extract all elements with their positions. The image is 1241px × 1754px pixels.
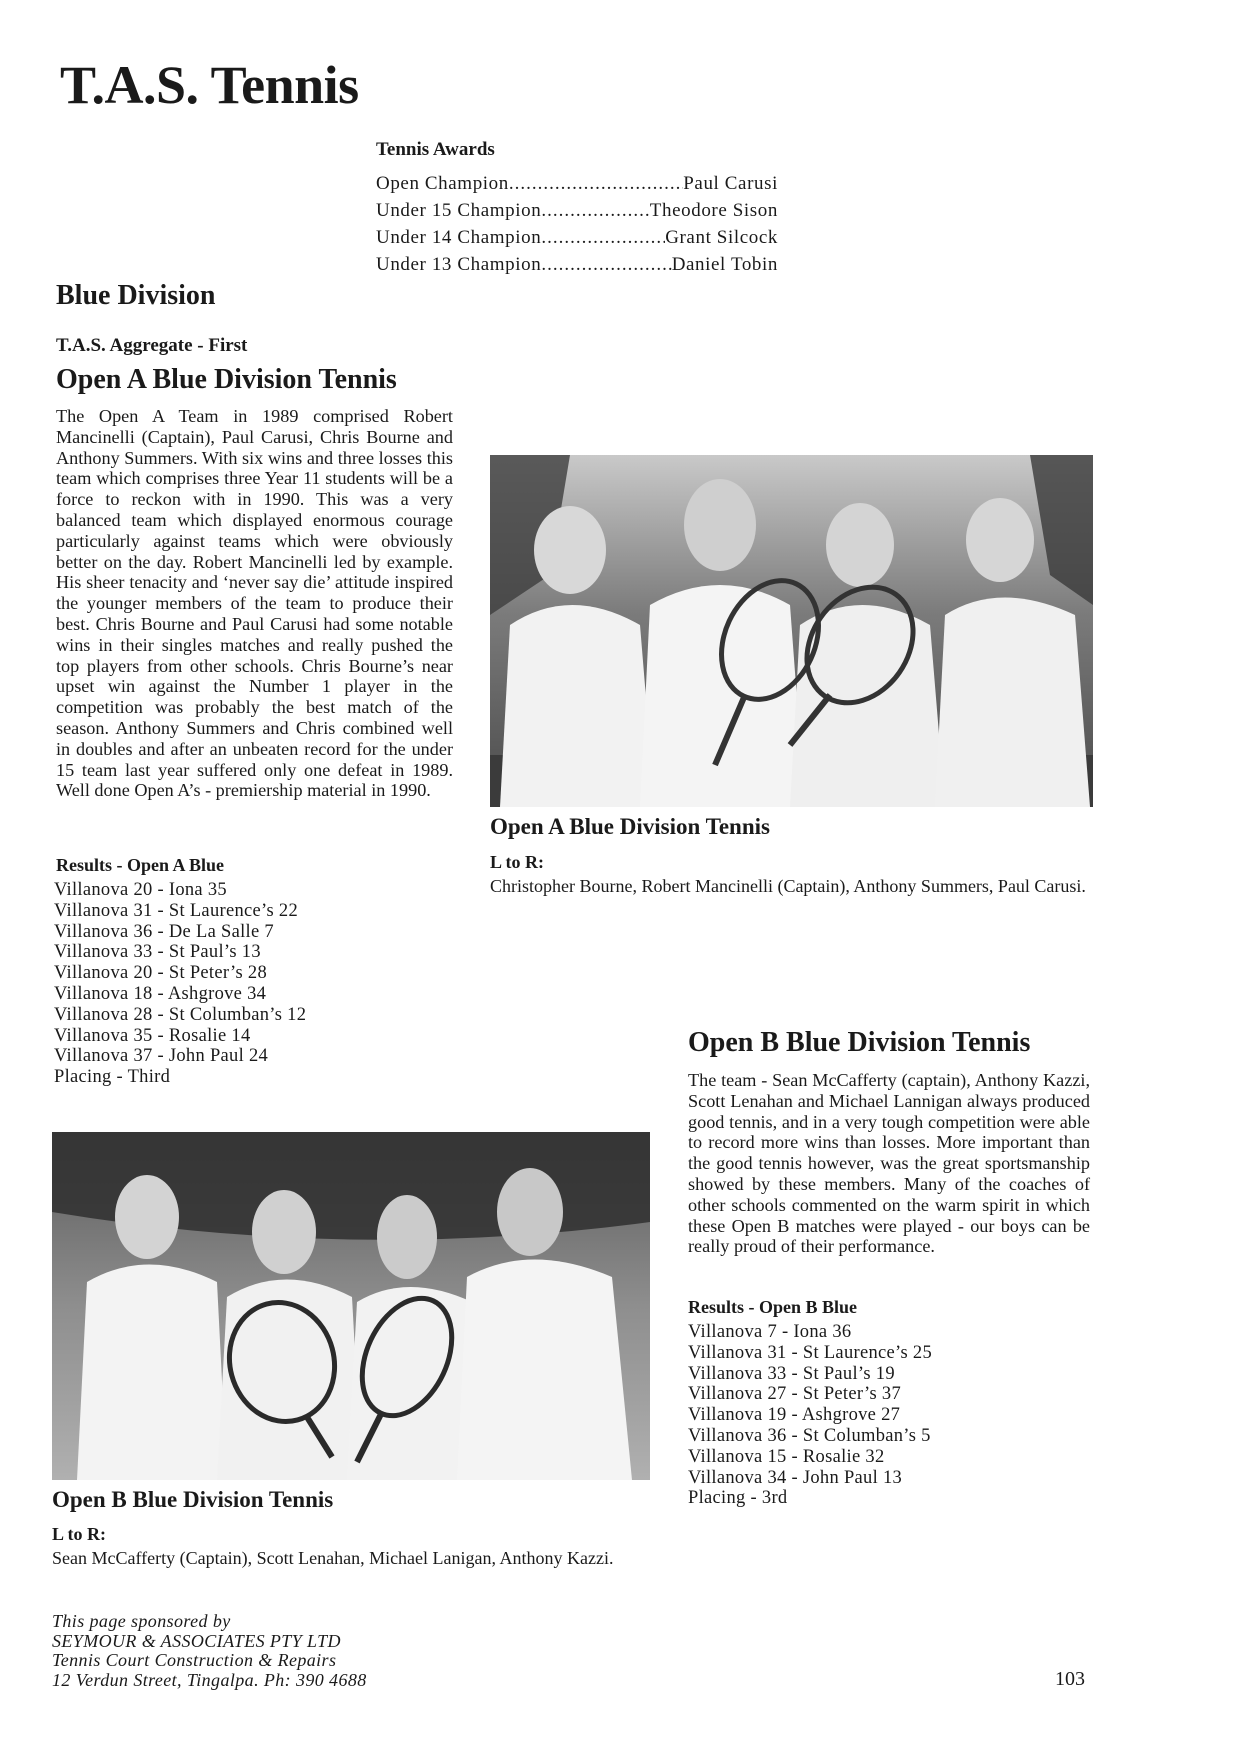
page-number: 103 — [1055, 1668, 1085, 1690]
open-a-photo-caption-names: Christopher Bourne, Robert Mancinelli (Captain), Anthony Summers, Paul Carusi. — [490, 876, 1086, 896]
award-row — [376, 197, 778, 224]
award-label: Under 15 Champion — [376, 200, 542, 221]
award-label: Under 14 Champion — [376, 227, 542, 248]
result-line: Villanova 15 - Rosalie 32 — [688, 1446, 885, 1467]
result-line: Villanova 34 - John Paul 13 — [688, 1467, 903, 1488]
sponsor-line: This page sponsored by — [52, 1611, 231, 1631]
division-heading: Blue Division — [56, 280, 216, 311]
open-a-team-photo — [490, 455, 1093, 807]
result-line: Villanova 35 - Rosalie 14 — [54, 1025, 251, 1046]
open-b-photo-caption-names: Sean McCafferty (Captain), Scott Lenahan, Michael Lanigan, Anthony Kazzi. — [52, 1548, 614, 1568]
result-line: Villanova 33 - St Paul’s 19 — [688, 1363, 895, 1384]
result-line: Villanova 36 - De La Salle 7 — [54, 921, 274, 942]
award-label: Under 13 Champion — [376, 254, 542, 275]
open-b-results-heading: Results - Open B Blue — [688, 1297, 858, 1317]
result-line: Placing - 3rd — [688, 1488, 788, 1509]
leader-dots — [509, 170, 683, 197]
result-line: Villanova 31 - St Laurence’s 22 — [54, 900, 299, 921]
sponsor-company: SEYMOUR & ASSOCIATES PTY LTD — [52, 1630, 341, 1651]
result-line: Villanova 37 - John Paul 24 — [54, 1046, 269, 1067]
open-a-results — [54, 880, 306, 1088]
result-line: Villanova 19 - Ashgrove 27 — [688, 1405, 901, 1426]
open-b-results — [688, 1322, 932, 1509]
result-line: Placing - Third — [54, 1067, 171, 1088]
result-line: Villanova 20 - Iona 35 — [54, 880, 227, 900]
sponsor-line: Tennis Court Construction & Repairs — [52, 1650, 337, 1670]
award-row — [376, 170, 778, 197]
awards-list — [376, 170, 778, 278]
award-name: Daniel Tobin — [671, 254, 778, 275]
open-a-results-heading: Results - Open A Blue — [56, 855, 225, 875]
result-line: Villanova 36 - St Columban’s 5 — [688, 1425, 931, 1446]
result-line: Villanova 18 - Ashgrove 34 — [54, 983, 267, 1004]
page-title: T.A.S. Tennis — [60, 55, 359, 115]
open-b-heading: Open B Blue Division Tennis — [688, 1027, 1031, 1058]
award-name: Grant Silcock — [665, 227, 778, 248]
open-a-body: The Open A Team in 1989 comprised Robert Mancinelli (Captain), Paul Carusi, Chris Bourne and Anthony Summers. With six wins and three losses this team which comprises three Year 11 students will be a force to reckon with in 1990. This was a very balanced team which displayed enormous courage particularly against teams which were obviously better on the day. Robert Mancinelli led by example. His sheer tenacity and ‘never say die’ attitude inspired the younger members of the team to produce their best. Chris Bourne and Paul Carusi had some notable wins in their singles matches and really pushed the top players from other schools. Chris Bourne’s near upset win against the Number 1 player in the competition was probably the best match of the season. Anthony Summers and Chris combined well in doubles and after an unbeaten record for the under 15 team last year suffered only one defeat in 1989. Well done Open A’s - premiership material in 1990. — [56, 406, 453, 801]
result-line: Villanova 20 - St Peter’s 28 — [54, 963, 267, 984]
award-name: Paul Carusi — [683, 173, 778, 194]
open-b-photo-caption-title: Open B Blue Division Tennis — [52, 1487, 334, 1512]
open-b-photo-caption-lr: L to R: — [52, 1524, 106, 1544]
aggregate-result: T.A.S. Aggregate - First — [56, 335, 248, 356]
result-line: Villanova 27 - St Peter’s 37 — [688, 1384, 901, 1405]
open-a-heading: Open A Blue Division Tennis — [56, 364, 397, 395]
result-line: Villanova 33 - St Paul’s 13 — [54, 942, 261, 963]
sponsor-address: 12 Verdun Street, Tingalpa. Ph: 390 4688 — [52, 1669, 367, 1690]
award-row — [376, 224, 778, 251]
awards-heading: Tennis Awards — [376, 139, 495, 160]
award-label: Open Champion — [376, 173, 509, 194]
result-line: Villanova 7 - Iona 36 — [688, 1322, 852, 1342]
open-a-photo-caption-title: Open A Blue Division Tennis — [490, 814, 770, 839]
leader-dots — [541, 251, 671, 278]
result-line: Villanova 31 - St Laurence’s 25 — [688, 1342, 933, 1363]
leader-dots — [541, 197, 649, 224]
sponsor-block — [52, 1612, 367, 1690]
open-a-photo-caption-lr: L to R: — [490, 852, 544, 872]
open-b-body: The team - Sean McCafferty (captain), Anthony Kazzi, Scott Lenahan and Michael Lannigan always produced good tennis, and in a very tough competition were able to record more wins than losses. More important than the good tennis however, was the great sportsmanship showed by these members. Many of the coaches of other schools commented on the warm spirit in which these Open B matches were played - our boys can be really proud of their performance. — [688, 1070, 1090, 1257]
open-b-team-photo — [52, 1132, 650, 1480]
result-line: Villanova 28 - St Columban’s 12 — [54, 1004, 307, 1025]
award-name: Theodore Sison — [649, 200, 778, 221]
award-row — [376, 251, 778, 278]
leader-dots — [541, 224, 665, 251]
